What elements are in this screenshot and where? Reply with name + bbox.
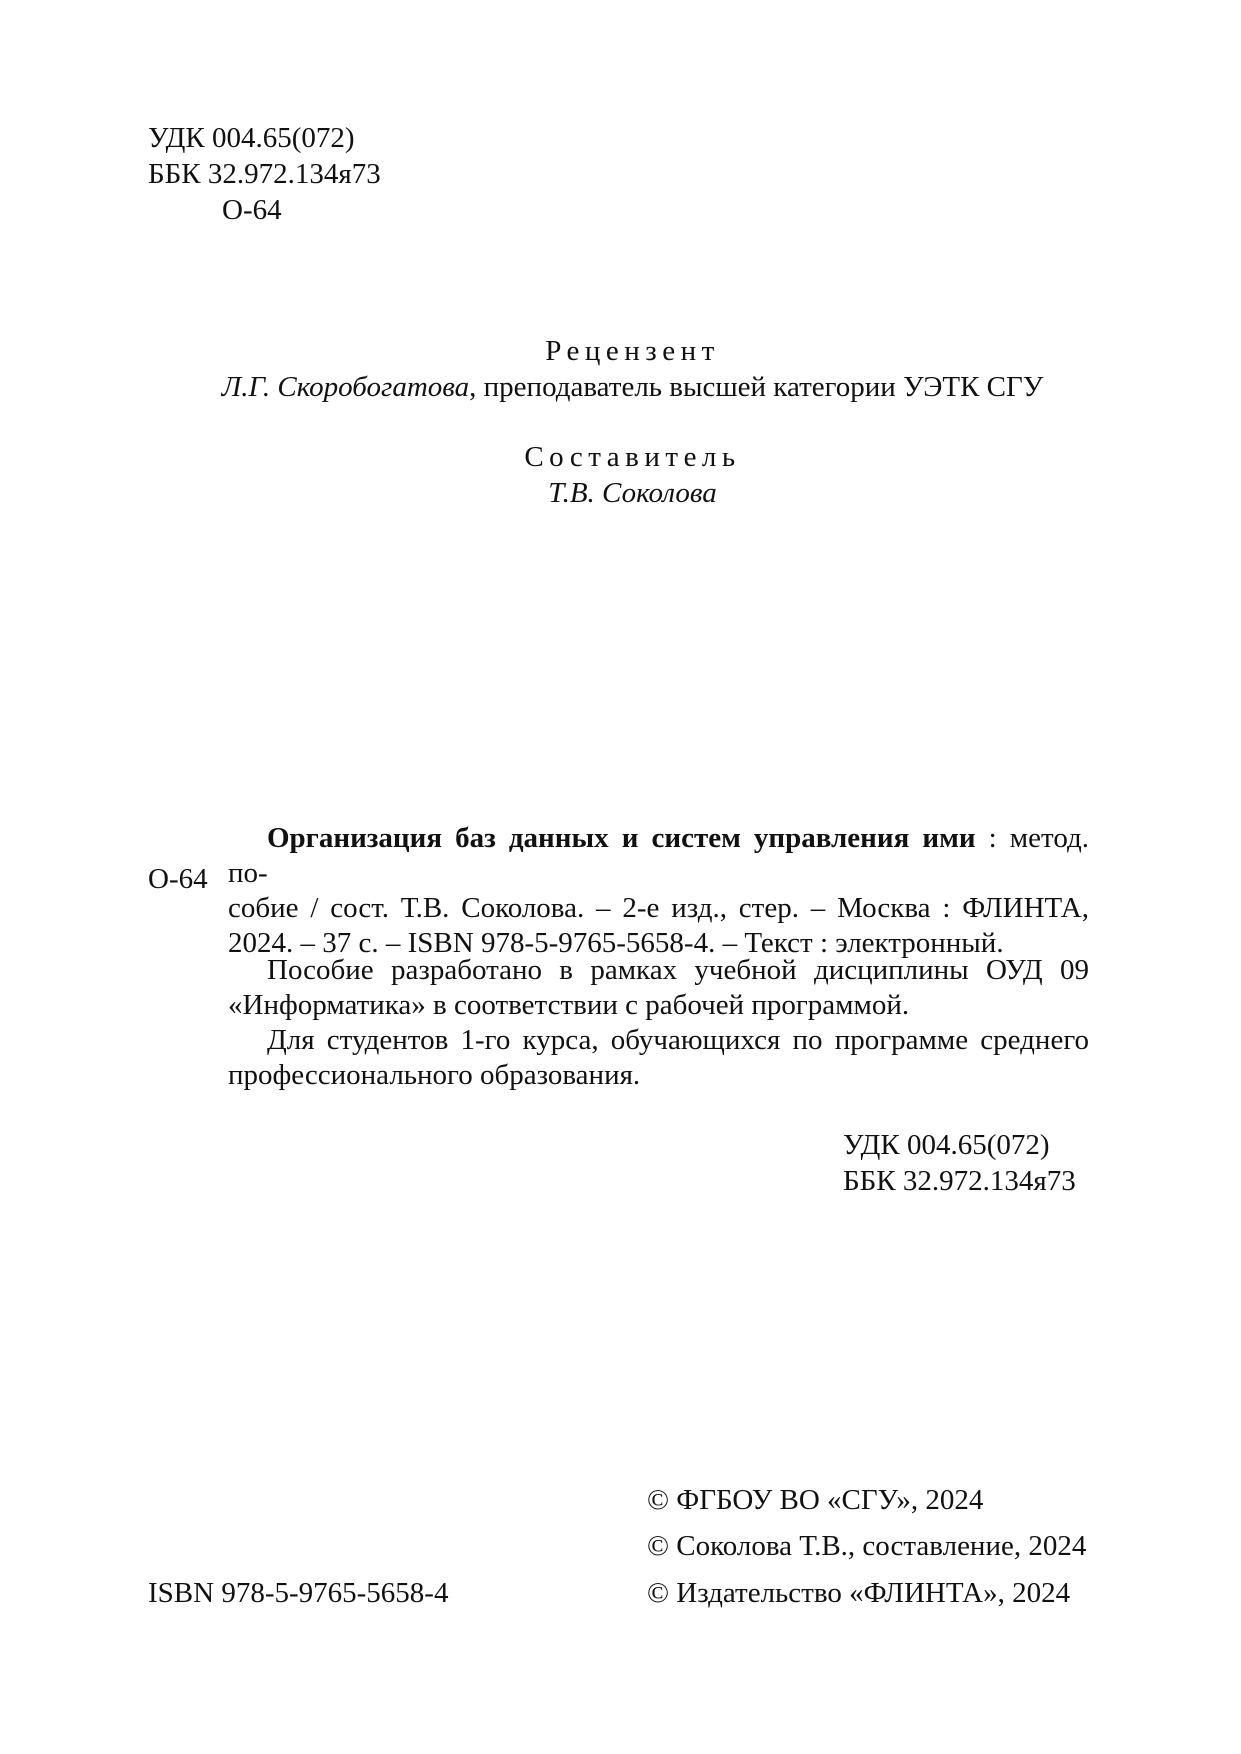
bibliographic-line-3: 2024. – 37 с. – ISBN 978-5-9765-5658-4. – Текст : электронный. [228,927,1004,959]
book-title: Организация баз данных и систем управления ими [267,822,976,854]
copyright-compiler: © Соколова Т.В., составление, 2024 [647,1530,1087,1562]
annotation-paragraph-2: Для студентов 1-го курса, обучающихся по программе среднего профессионального образования. [228,1024,1089,1091]
author-mark-margin: О-64 [148,863,208,895]
udk-footer: УДК 004.65(072) [843,1129,1050,1161]
isbn: ISBN 978-5-9765-5658-4 [148,1577,449,1609]
bibliographic-line-2: собие / сост. Т.В. Соколова. – 2-е изд., стер. – Москва : ФЛИНТА, [228,892,1089,924]
copyright-publisher: © Издательство «ФЛИНТА», 2024 [647,1577,1071,1609]
bibliographic-record [228,821,1089,961]
author-mark-header: О-64 [222,194,282,226]
bbk-footer: ББК 32.972.134я73 [843,1165,1076,1197]
annotation [228,953,1089,1093]
compiler-heading: Составитель [524,441,741,473]
copyright-university: © ФГБОУ ВО «СГУ», 2024 [647,1484,984,1516]
annotation-paragraph-1: Пособие разработано в рамках учебной дисциплины ОУД 09 «Информатика» в соответствии с рабочей программой. [228,954,1089,1021]
udk-header: УДК 004.65(072) [148,122,355,154]
reviewer-heading: Рецензент [545,335,720,367]
bibliographic-line-1 [228,821,1089,891]
compiler-name: Т.В. Соколова [548,477,717,509]
reviewer-line [0,373,1241,402]
reviewer-name: Л.Г. Скоробогатова [221,371,470,403]
bbk-header: ББК 32.972.134я73 [148,158,381,190]
bibliographic-line-1-rest: : метод. по- [228,822,1089,889]
reviewer-description: , преподаватель высшей категории УЭТК СГУ [469,371,1044,403]
